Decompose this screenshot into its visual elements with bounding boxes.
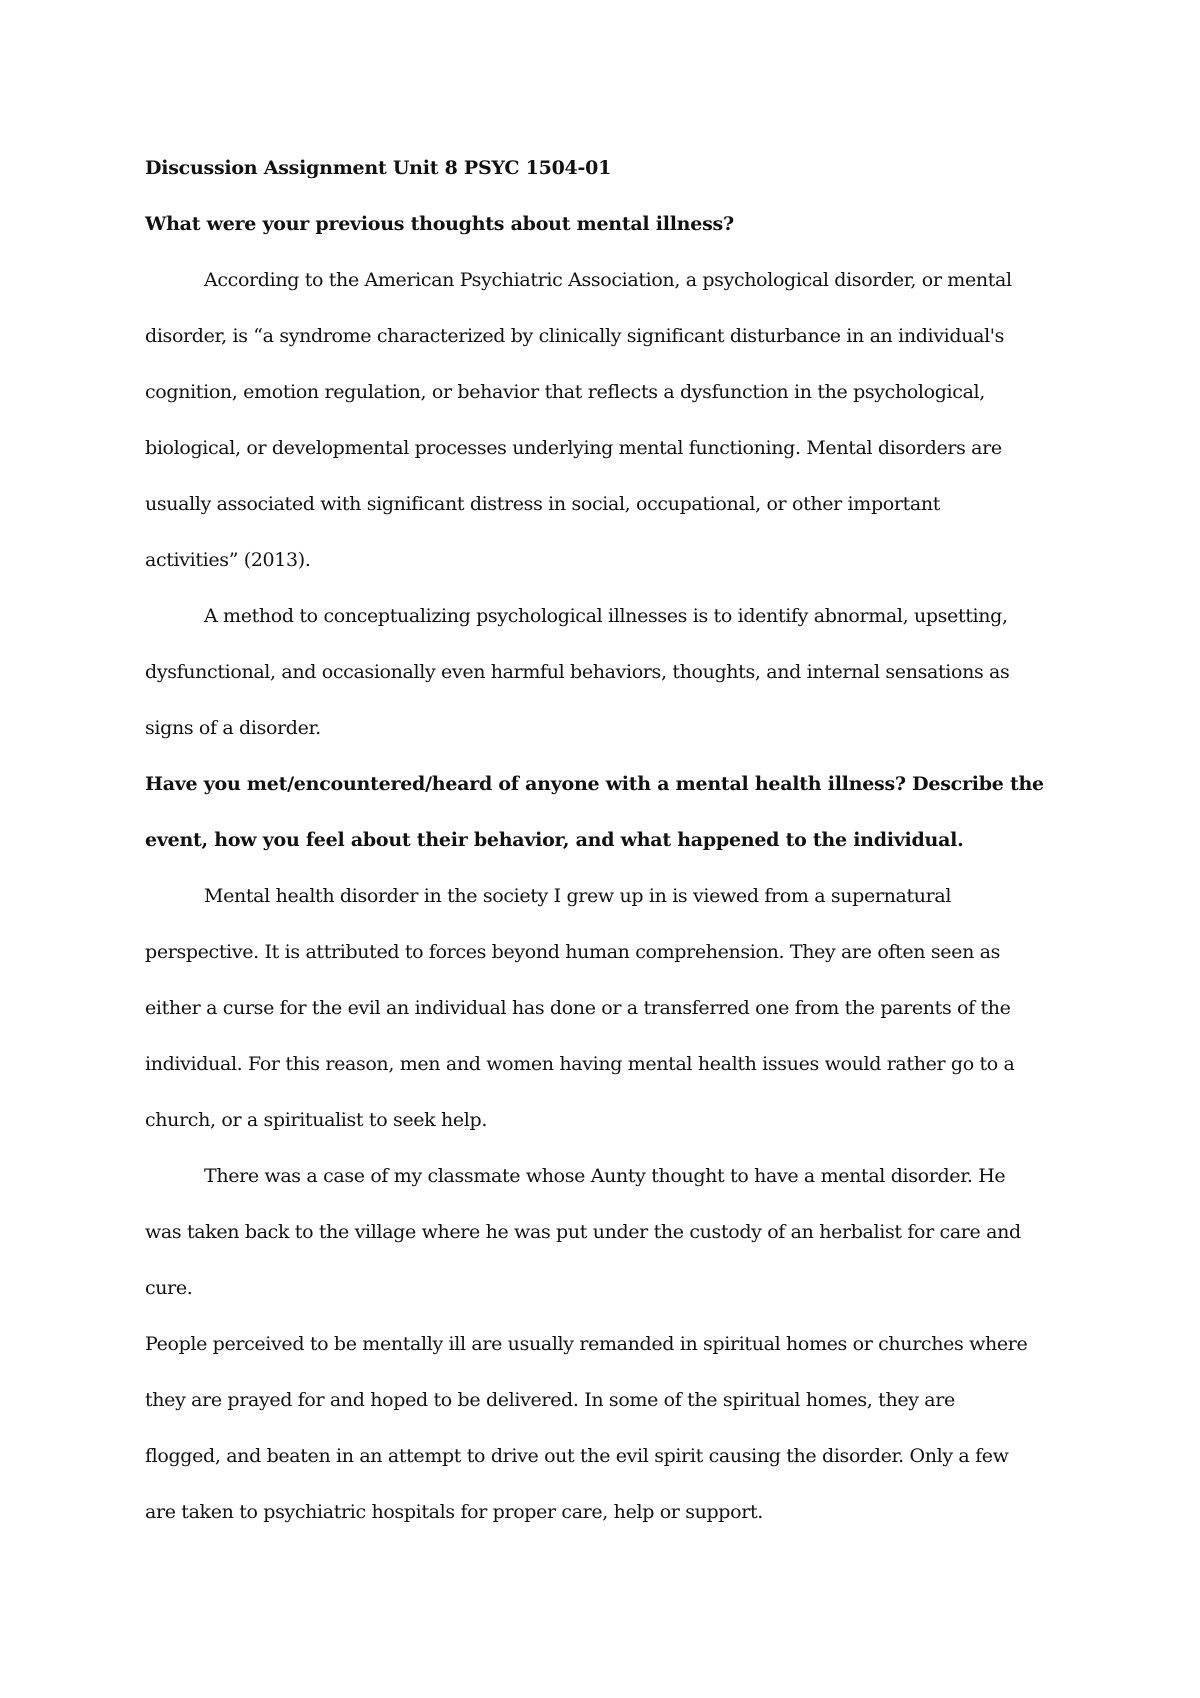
paragraph-line: perspective. It is attributed to forces beyond human comprehension. They are often seen as bbox=[145, 941, 1001, 963]
question-line: Have you met/encountered/heard of anyone with a mental health illness? Describe the bbox=[145, 773, 1044, 795]
paragraph-line: they are prayed for and hoped to be delivered. In some of the spiritual homes, they are bbox=[145, 1389, 955, 1411]
document-page bbox=[145, 140, 1070, 1540]
question-line: event, how you feel about their behavior, and what happened to the individual. bbox=[145, 829, 964, 851]
document-title: Discussion Assignment Unit 8 PSYC 1504-01 bbox=[145, 157, 612, 179]
paragraph-2 bbox=[145, 588, 1070, 756]
paragraph-line: According to the American Psychiatric Association, a psychological disorder, or mental bbox=[204, 269, 1012, 291]
paragraph-line: either a curse for the evil an individual has done or a transferred one from the parents of the bbox=[145, 997, 1011, 1019]
paragraph-line: A method to conceptualizing psychological illnesses is to identify abnormal, upsetting, bbox=[204, 605, 1008, 627]
paragraph-line: usually associated with significant distress in social, occupational, or other important bbox=[145, 493, 941, 515]
paragraph-line: cure. bbox=[145, 1277, 193, 1299]
paragraph-line: disorder, is “a syndrome characterized by clinically significant disturbance in an individual's bbox=[145, 325, 1005, 347]
paragraph-line: Mental health disorder in the society I grew up in is viewed from a supernatural bbox=[204, 885, 952, 907]
paragraph-3 bbox=[145, 868, 1070, 1148]
paragraph-line: cognition, emotion regulation, or behavior that reflects a dysfunction in the psychological, bbox=[145, 381, 985, 403]
paragraph-line: are taken to psychiatric hospitals for proper care, help or support. bbox=[145, 1501, 763, 1523]
paragraph-line: There was a case of my classmate whose Aunty thought to have a mental disorder. He bbox=[204, 1165, 1006, 1187]
paragraph-line: was taken back to the village where he was put under the custody of an herbalist for care and bbox=[145, 1221, 1021, 1243]
paragraph-line: flogged, and beaten in an attempt to drive out the evil spirit causing the disorder. Only a few bbox=[145, 1445, 1009, 1467]
paragraph-line: biological, or developmental processes underlying mental functioning. Mental disorders are bbox=[145, 437, 1002, 459]
paragraph-4 bbox=[145, 1148, 1070, 1316]
paragraph-line: activities” (2013). bbox=[145, 549, 311, 571]
paragraph-line: church, or a spiritualist to seek help. bbox=[145, 1109, 488, 1131]
paragraph-1 bbox=[145, 252, 1070, 588]
paragraph-5 bbox=[145, 1316, 1070, 1540]
question-heading-2 bbox=[145, 756, 1070, 868]
question-heading-1: What were your previous thoughts about mental illness? bbox=[145, 213, 734, 235]
paragraph-line: dysfunctional, and occasionally even harmful behaviors, thoughts, and internal sensations as bbox=[145, 661, 1010, 683]
paragraph-line: signs of a disorder. bbox=[145, 717, 321, 739]
paragraph-line: individual. For this reason, men and women having mental health issues would rather go to a bbox=[145, 1053, 1015, 1075]
paragraph-line: People perceived to be mentally ill are usually remanded in spiritual homes or churches where bbox=[145, 1333, 1028, 1355]
